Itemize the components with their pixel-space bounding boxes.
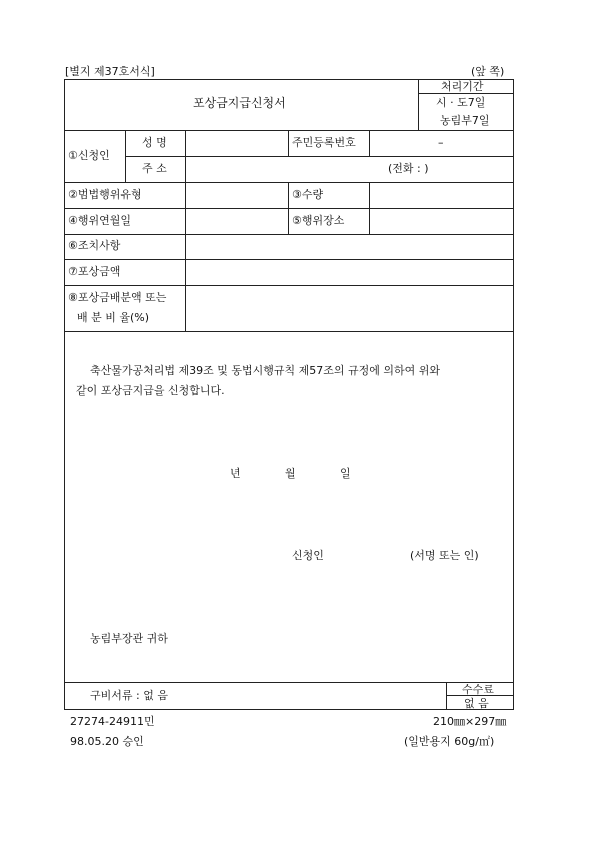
form-code: 27274-24911민 — [70, 715, 155, 728]
paper-type: (일반용지 60g/㎡) — [404, 735, 495, 748]
approval-date: 98.05.20 승인 — [70, 735, 144, 748]
page-side-label: (앞 쪽) — [471, 65, 505, 78]
resident-number-label: 주민등록번호 — [292, 136, 356, 149]
violation-type-label: ②범법행위유형 — [68, 188, 142, 201]
processing-period-ministry: 농림부7일 — [440, 114, 490, 127]
distribution-label-line1: ⑧포상금배분액 또는 — [68, 291, 167, 304]
quantity-label: ③수량 — [292, 188, 324, 201]
addressee: 농림부장관 귀하 — [90, 632, 168, 645]
act-place-label: ⑤행위장소 — [292, 214, 345, 227]
processing-period-label: 처리기간 — [441, 80, 484, 93]
date-month-label: 월 — [285, 467, 296, 480]
divider — [418, 93, 514, 94]
act-date-label: ④행위연월일 — [68, 214, 131, 227]
divider — [64, 285, 514, 286]
statement-line-2: 같이 포상금지급을 신청합니다. — [76, 384, 225, 397]
divider — [125, 156, 514, 157]
date-day-label: 일 — [340, 467, 351, 480]
applicant-sign-label: 신청인 — [292, 549, 324, 562]
form-number: [별지 제37호서식] — [65, 65, 155, 78]
divider — [64, 259, 514, 260]
name-label: 성 명 — [142, 136, 167, 149]
divider — [64, 331, 514, 332]
distribution-label-line2: 배 분 비 율(%) — [77, 311, 150, 324]
measures-label: ⑥조치사항 — [68, 239, 121, 252]
processing-period-province: 시 · 도7일 — [436, 96, 486, 109]
divider — [185, 130, 186, 331]
signature-note: (서명 또는 인) — [410, 549, 479, 562]
divider — [64, 182, 514, 183]
statement-line-1: 축산물가공처리법 제39조 및 동법시행규칙 제57조의 규정에 의하여 위와 — [90, 364, 440, 377]
fee-value: 없 음 — [464, 697, 489, 710]
fee-label: 수수료 — [462, 683, 494, 696]
divider — [64, 234, 514, 235]
divider — [288, 130, 289, 156]
address-label: 주 소 — [142, 162, 167, 175]
required-documents: 구비서류 : 없 음 — [90, 689, 168, 702]
phone-field[interactable]: (전화 : ) — [388, 162, 429, 175]
resident-number-value[interactable]: – — [438, 136, 444, 149]
form-title: 포상금지급신청서 — [193, 96, 286, 110]
divider — [418, 79, 419, 131]
divider — [369, 130, 370, 156]
divider — [446, 682, 447, 710]
applicant-section-label: ①신청인 — [68, 149, 110, 162]
reward-amount-label: ⑦포상금액 — [68, 265, 121, 278]
date-year-label: 년 — [230, 467, 241, 480]
divider — [64, 208, 514, 209]
divider — [64, 130, 514, 131]
paper-size: 210㎜×297㎜ — [433, 715, 507, 728]
